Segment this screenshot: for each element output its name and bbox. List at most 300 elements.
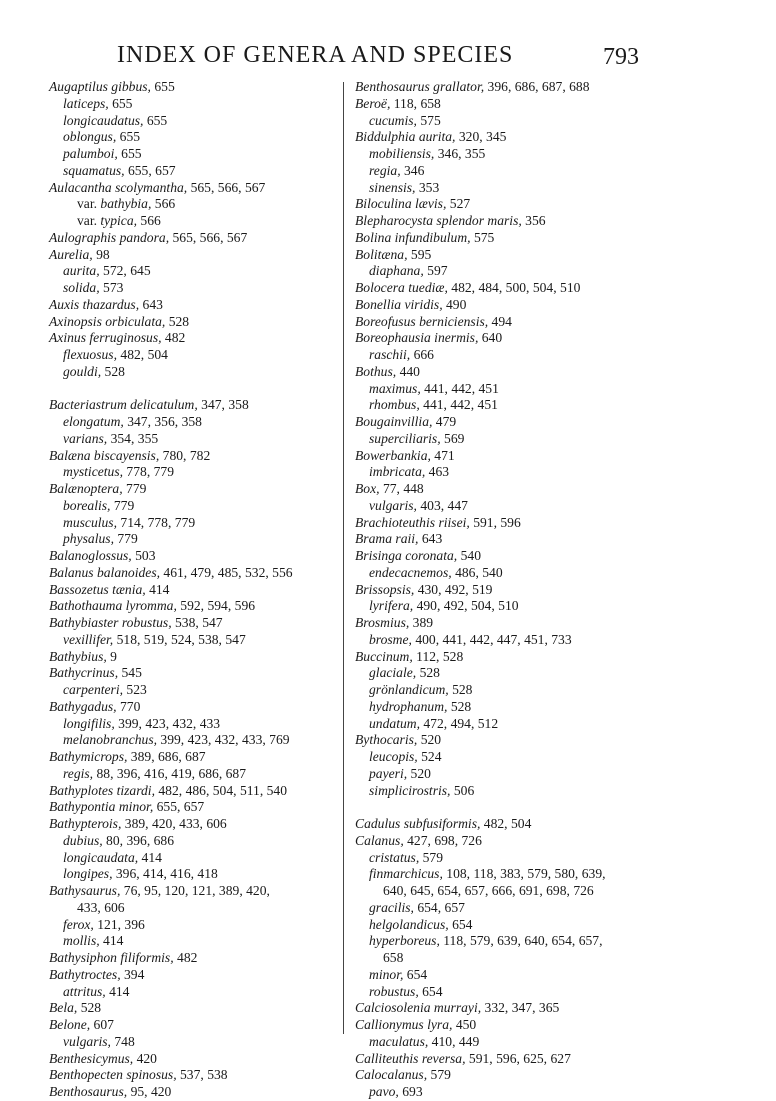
index-entry xyxy=(49,649,349,666)
index-entry xyxy=(355,1000,655,1017)
index-entry xyxy=(355,79,655,96)
page-references: 528 xyxy=(101,363,125,379)
page-references: 450 xyxy=(452,1017,477,1032)
page-references: 332, 347, 365 xyxy=(481,1000,560,1016)
taxon-name: solida, xyxy=(63,280,100,295)
taxon-name: squamatus, xyxy=(63,162,125,178)
index-entry xyxy=(355,866,655,883)
page-references: 95, 420 xyxy=(127,1084,172,1099)
taxon-name: varians, xyxy=(63,430,108,446)
page-references: 440 xyxy=(396,363,420,379)
taxon-name: sinensis, xyxy=(369,179,416,195)
page-references: 778, 779 xyxy=(123,464,175,480)
taxon-name: Bathymicrops, xyxy=(49,749,128,764)
taxon-name: ferox, xyxy=(63,916,94,932)
page-references: 118, 658 xyxy=(390,95,441,111)
taxon-name: Bela, xyxy=(49,1000,78,1016)
index-entry xyxy=(355,565,655,582)
index-column-right xyxy=(355,79,655,1101)
index-entry xyxy=(355,632,655,649)
taxon-name: Brissopsis, xyxy=(355,581,415,597)
index-entry xyxy=(49,1051,349,1068)
taxon-name: Aulacantha scolymantha, xyxy=(49,179,188,195)
taxon-name: Bonellia viridis, xyxy=(355,296,443,312)
taxon-name: helgolandicus, xyxy=(369,916,449,932)
index-entry xyxy=(355,900,655,917)
index-entry xyxy=(355,263,655,280)
page-references: 347, 356, 358 xyxy=(123,414,202,429)
index-entry xyxy=(49,632,349,649)
page-references: 472, 494, 512 xyxy=(419,715,499,731)
taxon-name: robustus, xyxy=(369,983,419,999)
page-references: 655 xyxy=(116,129,141,145)
index-entry-continuation xyxy=(49,900,349,917)
index-entry xyxy=(355,280,655,297)
taxon-name: mysticetus, xyxy=(63,464,124,480)
index-entry xyxy=(49,816,349,833)
taxon-name: leucopis, xyxy=(369,749,418,764)
page-references: 482 xyxy=(161,330,186,346)
index-entry xyxy=(49,263,349,280)
page-references: 88, 396, 416, 419, 686, 687 xyxy=(93,765,247,781)
page-references: 538, 547 xyxy=(171,615,223,630)
index-entry xyxy=(355,783,655,800)
index-entry xyxy=(355,598,655,615)
taxon-name: vulgaris, xyxy=(369,497,417,513)
page-references: 654 xyxy=(418,983,443,999)
taxon-name: laticeps, xyxy=(63,95,109,111)
taxon-name: undatum, xyxy=(369,715,420,731)
taxon-name: payeri, xyxy=(369,765,408,781)
page-references: 528 xyxy=(165,313,190,329)
index-entry xyxy=(49,498,349,515)
taxon-name: Bathypterois, xyxy=(49,816,122,831)
taxon-name: Biddulphia aurita, xyxy=(355,129,456,145)
index-entry xyxy=(49,699,349,716)
taxon-name: cucumis, xyxy=(369,112,417,128)
page-references: 573 xyxy=(99,280,124,295)
index-entry-continuation xyxy=(355,950,655,967)
page-references: 354, 355 xyxy=(107,430,159,446)
page-references: 528 xyxy=(77,1000,102,1016)
page-references: 389, 686, 687 xyxy=(127,749,206,764)
index-entry xyxy=(49,330,349,347)
index-entry xyxy=(355,665,655,682)
page-references: 748 xyxy=(110,1033,135,1049)
taxon-name: vulgaris, xyxy=(63,1033,111,1049)
page-references: 528 xyxy=(447,698,472,714)
page-references: 591, 596 xyxy=(469,514,521,530)
page-references: 490 xyxy=(442,296,467,312)
index-entry xyxy=(49,448,349,465)
index-entry xyxy=(355,833,655,850)
index-entry xyxy=(355,933,655,950)
taxon-name: aurita, xyxy=(63,263,100,279)
taxon-name: Bathyplotes tizardi, xyxy=(49,782,155,798)
variety-prefix: var. xyxy=(77,196,101,212)
index-entry xyxy=(49,397,349,414)
index-entry xyxy=(49,615,349,632)
page-references: 490, 492, 504, 510 xyxy=(413,598,519,614)
taxon-name: Aulographis pandora, xyxy=(49,229,170,245)
index-entry xyxy=(355,548,655,565)
page-references: 655 xyxy=(150,79,175,94)
index-entry xyxy=(49,950,349,967)
index-entry xyxy=(355,180,655,197)
index-entry xyxy=(49,347,349,364)
taxon-name: carpenteri, xyxy=(63,682,124,697)
page-references: 347, 358 xyxy=(197,397,249,413)
taxon-name: Calliteuthis reversa, xyxy=(355,1050,466,1066)
taxon-name: maximus, xyxy=(369,380,421,396)
page-references: 565, 566, 567 xyxy=(169,229,248,245)
index-entry xyxy=(49,481,349,498)
taxon-name: regia, xyxy=(369,162,401,178)
index-entry xyxy=(49,732,349,749)
page-references: 463 xyxy=(425,464,450,480)
index-entry xyxy=(49,933,349,950)
index-entry xyxy=(355,481,655,498)
index-entry xyxy=(355,431,655,448)
index-entry xyxy=(49,230,349,247)
variety-prefix: var. xyxy=(77,213,101,228)
index-entry xyxy=(355,582,655,599)
index-entry xyxy=(49,565,349,582)
taxon-name: Boreophausia inermis, xyxy=(355,330,479,346)
taxon-name: Balanus balanoides, xyxy=(49,564,161,580)
taxon-name: Axinopsis orbiculata, xyxy=(49,313,166,329)
index-entry xyxy=(49,967,349,984)
index-entry xyxy=(49,598,349,615)
taxon-name: Balænoptera, xyxy=(49,481,123,496)
taxon-name: Bacteriastrum delicatulum, xyxy=(49,397,198,413)
index-entry xyxy=(355,1051,655,1068)
page-references: 399, 423, 432, 433 xyxy=(114,715,221,731)
index-entry xyxy=(355,314,655,331)
page-references: 121, 396 xyxy=(93,916,145,932)
taxon-name: mollis, xyxy=(63,933,100,949)
index-entry-continuation xyxy=(355,883,655,900)
index-entry xyxy=(49,196,349,213)
taxon-name: Bolocera tuediæ, xyxy=(355,280,448,295)
taxon-name: Bowerbankia, xyxy=(355,447,431,463)
page-references: 430, 492, 519 xyxy=(414,581,493,597)
taxon-name: Benthosaurus grallator, xyxy=(355,79,485,94)
page-references: 482, 484, 500, 504, 510 xyxy=(447,280,581,295)
page-references: 441, 442, 451 xyxy=(419,397,498,413)
index-entry xyxy=(355,749,655,766)
index-entry xyxy=(355,649,655,666)
index-entry xyxy=(355,984,655,1001)
section-gap xyxy=(49,381,349,398)
index-entry xyxy=(355,732,655,749)
taxon-name: brosme, xyxy=(369,631,412,647)
taxon-name: raschii, xyxy=(369,347,411,362)
index-entry xyxy=(49,96,349,113)
index-entry xyxy=(49,548,349,565)
page-references: 565, 566, 567 xyxy=(187,179,266,195)
taxon-name: longifilis, xyxy=(63,715,115,731)
index-entry xyxy=(49,749,349,766)
page-references: 427, 698, 726 xyxy=(403,832,482,848)
page-references: 575 xyxy=(416,112,441,128)
index-entry xyxy=(49,364,349,381)
section-gap xyxy=(355,799,655,816)
index-entry xyxy=(49,1034,349,1051)
taxon-name: Balanoglossus, xyxy=(49,548,132,563)
taxon-name: finmarchicus, xyxy=(369,866,443,882)
page-references: 693 xyxy=(398,1084,423,1099)
page-references: 524 xyxy=(417,749,442,764)
taxon-name: Bathypontia minor, xyxy=(49,799,154,815)
taxon-name: Bathysaurus, xyxy=(49,883,121,898)
page-references: 399, 423, 432, 433, 769 xyxy=(157,732,290,748)
page-references: 503 xyxy=(131,548,156,563)
page-references: 98 xyxy=(92,246,110,262)
page-references: 655 xyxy=(143,112,168,128)
page-references: 640 xyxy=(478,330,503,346)
index-entry xyxy=(355,816,655,833)
taxon-name: simplicirostris, xyxy=(369,782,451,798)
page-references: 394 xyxy=(120,966,145,982)
taxon-name: bathybia, xyxy=(100,196,152,212)
page-references: 537, 538 xyxy=(176,1067,228,1083)
page-references: 396, 686, 687, 688 xyxy=(484,79,590,94)
page-references: 654 xyxy=(448,916,473,932)
page-references: 77, 448 xyxy=(379,481,424,496)
index-entry xyxy=(355,531,655,548)
page-references: 346 xyxy=(400,162,425,178)
index-entry xyxy=(49,129,349,146)
index-entry xyxy=(49,113,349,130)
page-header xyxy=(0,42,776,76)
page-references: 320, 345 xyxy=(455,129,507,145)
taxon-name: Benthopecten spinosus, xyxy=(49,1067,177,1083)
taxon-name: Brama raii, xyxy=(355,531,419,547)
index-entry xyxy=(355,1084,655,1101)
taxon-name: superciliaris, xyxy=(369,430,441,446)
index-entry xyxy=(355,1067,655,1084)
taxon-name: Beroë, xyxy=(355,95,391,111)
taxon-name: Brachioteuthis riisei, xyxy=(355,514,470,530)
page-references: 396, 414, 416, 418 xyxy=(112,866,218,882)
page-references: 520 xyxy=(417,732,442,748)
index-entry xyxy=(355,1034,655,1051)
taxon-name: minor, xyxy=(369,966,404,982)
page-references: 643 xyxy=(418,531,443,547)
index-entry xyxy=(355,414,655,431)
page-references: 528 xyxy=(448,682,473,697)
index-entry xyxy=(49,1067,349,1084)
page-references: 76, 95, 120, 121, 389, 420, xyxy=(120,883,270,898)
page-references: 779 xyxy=(113,531,138,547)
taxon-name: Auxis thazardus, xyxy=(49,296,140,312)
page-references: 540 xyxy=(457,548,482,563)
page-references: 640, 645, 654, 657, 666, 691, 698, 726 xyxy=(383,883,594,898)
taxon-name: imbricata, xyxy=(369,464,426,480)
index-entry xyxy=(49,213,349,230)
index-entry xyxy=(49,766,349,783)
page-references: 9 xyxy=(106,648,117,664)
taxon-name: Brisinga coronata, xyxy=(355,548,458,563)
page-references: 506 xyxy=(450,782,475,798)
page-references: 353 xyxy=(415,179,440,195)
taxon-name: Calocalanus, xyxy=(355,1067,428,1083)
index-entry xyxy=(355,699,655,716)
taxon-name: longicaudatus, xyxy=(63,112,144,128)
index-entry xyxy=(355,850,655,867)
taxon-name: diaphana, xyxy=(369,263,424,279)
taxon-name: typica, xyxy=(100,213,138,228)
taxon-name: endecacnemos, xyxy=(369,564,452,580)
page-references: 520 xyxy=(407,765,431,781)
page-references: 779 xyxy=(110,497,135,513)
index-entry xyxy=(355,129,655,146)
index-entry xyxy=(355,347,655,364)
index-entry xyxy=(49,682,349,699)
page-references: 482, 486, 504, 511, 540 xyxy=(154,782,288,798)
page-references: 482 xyxy=(173,950,198,965)
page-references: 643 xyxy=(139,296,163,312)
index-entry xyxy=(355,163,655,180)
taxon-name: gouldi, xyxy=(63,363,102,379)
taxon-name: Bolina infundibulum, xyxy=(355,229,471,245)
taxon-name: Box, xyxy=(355,481,380,496)
page-references: 655 xyxy=(108,95,133,111)
page-title: INDEX OF GENERA AND SPECIES xyxy=(117,42,514,68)
index-column-left xyxy=(49,79,349,1101)
index-entry xyxy=(49,79,349,96)
taxon-name: mobiliensis, xyxy=(369,146,435,161)
index-entry xyxy=(49,883,349,900)
page-references: 482, 504 xyxy=(117,347,168,362)
taxon-name: Augaptilus gibbus, xyxy=(49,79,151,94)
taxon-name: Boreofusus berniciensis, xyxy=(355,313,489,329)
taxon-name: Belone, xyxy=(49,1017,91,1032)
page-references: 575 xyxy=(470,229,495,245)
index-entry xyxy=(49,180,349,197)
page-references: 658 xyxy=(383,950,404,965)
page-references: 566 xyxy=(137,213,161,228)
index-entry xyxy=(49,582,349,599)
index-entry xyxy=(355,330,655,347)
page-references: 607 xyxy=(90,1017,114,1032)
page-references: 112, 528 xyxy=(412,648,464,664)
index-entry xyxy=(355,146,655,163)
taxon-name: rhombus, xyxy=(369,397,420,413)
taxon-name: Bythocaris, xyxy=(355,732,418,748)
taxon-name: Aurelia, xyxy=(49,246,93,262)
taxon-name: Bathycrinus, xyxy=(49,665,119,681)
page-references: 486, 540 xyxy=(451,564,503,580)
page-references: 403, 447 xyxy=(416,497,468,513)
page-references: 471 xyxy=(430,447,455,463)
index-entry xyxy=(355,716,655,733)
page-references: 414 xyxy=(145,581,170,597)
page-references: 780, 782 xyxy=(159,447,211,463)
taxon-name: Brosmius, xyxy=(355,615,410,630)
page-references: 118, 579, 639, 640, 654, 657, xyxy=(439,933,603,949)
taxon-name: Callionymus lyra, xyxy=(355,1017,453,1032)
page-references: 108, 118, 383, 579, 580, 639, xyxy=(442,866,606,882)
index-entry xyxy=(355,381,655,398)
page-references: 527 xyxy=(446,196,471,212)
index-entry xyxy=(355,448,655,465)
page-references: 655, 657 xyxy=(124,162,176,178)
page-references: 414 xyxy=(99,933,124,949)
taxon-name: hyperboreus, xyxy=(369,933,440,949)
page-references: 494 xyxy=(488,313,512,329)
taxon-name: grönlandicum, xyxy=(369,682,449,697)
page-references: 714, 778, 779 xyxy=(117,514,196,530)
index-entry xyxy=(49,515,349,532)
page-references: 591, 596, 625, 627 xyxy=(465,1050,571,1066)
page-references: 414 xyxy=(105,983,130,999)
index-entry xyxy=(355,213,655,230)
page-references: 410, 449 xyxy=(428,1033,480,1049)
taxon-name: pavo, xyxy=(369,1084,399,1099)
taxon-name: borealis, xyxy=(63,497,111,513)
page-references: 420 xyxy=(133,1050,157,1066)
index-entry xyxy=(49,1084,349,1101)
index-entry xyxy=(49,297,349,314)
page-references: 528 xyxy=(416,665,440,681)
index-entry xyxy=(49,850,349,867)
taxon-name: Axinus ferruginosus, xyxy=(49,330,162,346)
index-entry xyxy=(49,247,349,264)
taxon-name: oblongus, xyxy=(63,129,117,145)
taxon-name: longicaudata, xyxy=(63,849,139,865)
taxon-name: regis, xyxy=(63,765,94,781)
page-references: 389 xyxy=(409,615,434,630)
taxon-name: glaciale, xyxy=(369,665,417,681)
page-references: 572, 645 xyxy=(99,263,151,279)
index-entry xyxy=(49,866,349,883)
index-entry xyxy=(355,397,655,414)
page-references: 569 xyxy=(440,430,465,446)
page-references: 482, 504 xyxy=(480,816,532,831)
index-entry xyxy=(355,615,655,632)
page-references: 666 xyxy=(410,347,434,362)
index-entry xyxy=(49,414,349,431)
taxon-name: dubius, xyxy=(63,832,103,848)
taxon-name: Cadulus subfusiformis, xyxy=(355,816,481,831)
page-references: 461, 479, 485, 532, 556 xyxy=(160,564,293,580)
page-references: 566 xyxy=(151,196,176,212)
page-references: 595 xyxy=(407,246,432,262)
index-entry xyxy=(355,247,655,264)
page-number: 793 xyxy=(603,44,639,70)
taxon-name: musculus, xyxy=(63,514,117,530)
taxon-name: Blepharocysta splendor maris, xyxy=(355,213,522,228)
taxon-name: Bathybius, xyxy=(49,648,107,664)
index-entry xyxy=(49,917,349,934)
taxon-name: Bathytroctes, xyxy=(49,966,121,982)
index-entry xyxy=(49,1017,349,1034)
page-references: 433, 606 xyxy=(77,899,125,915)
page-references: 592, 594, 596 xyxy=(176,598,256,614)
index-entry xyxy=(49,783,349,800)
index-entry xyxy=(355,230,655,247)
index-entry xyxy=(49,314,349,331)
page-references: 597 xyxy=(423,263,448,279)
index-entry xyxy=(355,196,655,213)
page-references: 400, 441, 442, 447, 451, 733 xyxy=(411,631,572,647)
page-references: 518, 519, 524, 538, 547 xyxy=(113,631,246,647)
page-references: 389, 420, 433, 606 xyxy=(121,816,227,831)
taxon-name: maculatus, xyxy=(369,1033,429,1049)
page-references: 655, 657 xyxy=(153,799,205,815)
